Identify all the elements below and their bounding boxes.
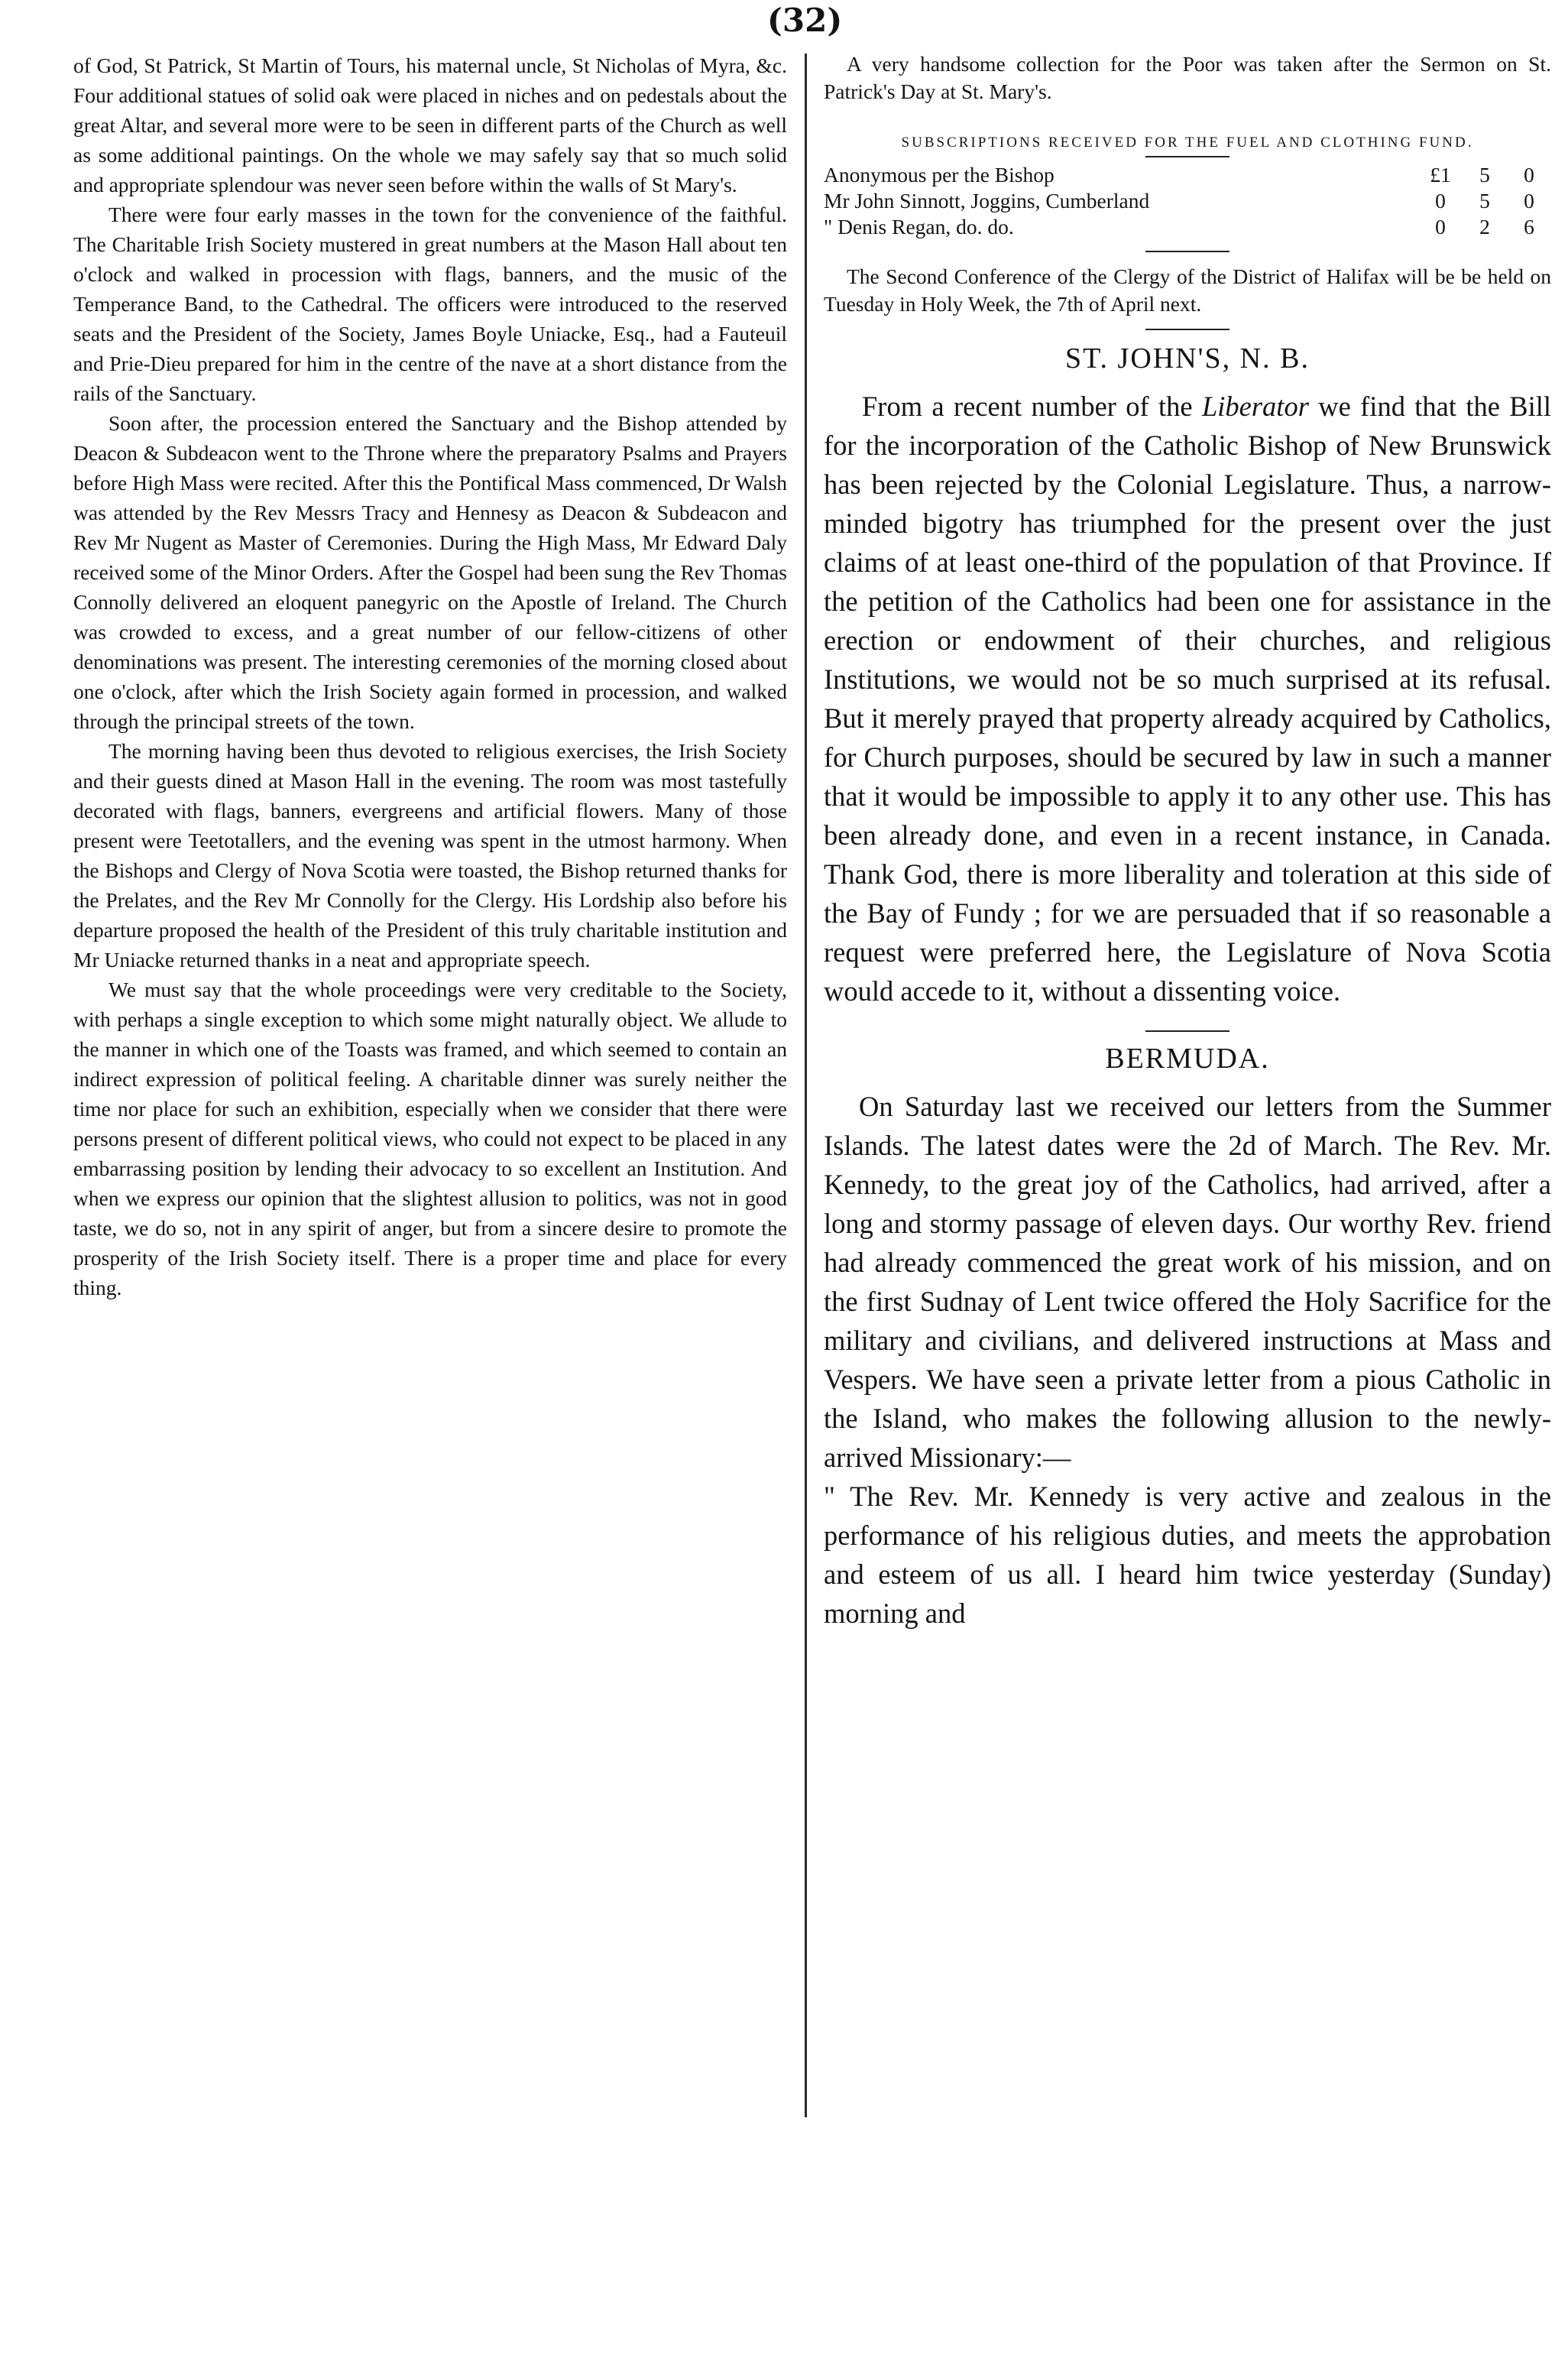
subscriber-name: " Denis Regan, do. do. — [824, 215, 1014, 238]
table-row — [824, 188, 1551, 214]
amount-shillings: 5 — [1479, 163, 1490, 187]
table-row — [824, 162, 1551, 188]
subscriptions-table — [824, 162, 1551, 240]
amount-pence: 0 — [1524, 163, 1534, 187]
st-johns-body: we find that the Bill for the incorporation of the Catholic Bishop of New Brunswick has been rejected by the Colonial Legislature. Thus, a narrow-minded bigotry has triumphed for the present over the just claims of at least one-third of the population of that Province. If the petition of the Catholics had been one for assistance in the erection or endowment of their churches, and religious Institutions, we would not be so much surprised at its refusal. But it merely prayed that property already acquired by Catholics, for Church purposes, should be secured by law in such a manner that it would be impossible to apply it to any other use. This has been already done, and even in a recent instance, in Canada. Thank God, there is more liberality and toleration at this side of the Bay of Fundy ; for we are persuaded that if so reasonable a request were preferred here, the Legislature of Nova Scotia would accede to it, without a dissenting voice. — [824, 391, 1552, 1007]
column-divider — [805, 54, 807, 2117]
amount-pounds: 0 — [1435, 215, 1446, 238]
section-rule — [1145, 156, 1229, 157]
conference-note: The Second Conference of the Clergy of the District of Halifax will be be held on Tuesday in Holy Week, the 7th of April next. — [824, 264, 1551, 316]
bermuda-article: On Saturday last we received our letters from the Summer Islands. The latest dates were the 2d of March. The Rev. Mr. Kennedy, to the great joy of the Catholics, had arrived, after a long and stormy passage of eleven days. Our worthy Rev. friend had already commenced the great work of his mission, and on the first Sudnay of Lent twice offered the Holy Sacrifice for the military and civilians, and delivered instructions at Mass and Vespers. We have seen a private letter from a pious Catholic in the Island, who makes the following allusion to the newly-arrived Missionary:— — [824, 1091, 1551, 1473]
amount-shillings: 2 — [1479, 215, 1490, 238]
amount-pounds: 0 — [1435, 189, 1446, 212]
article-paragraph: The morning having been thus devoted to religious exercises, the Irish Society and their guests dined at Mason Hall in the evening. The room was most tastefully decorated with flags, banners, evergreens and artificial flowers. Many of those present were Teetotallers, and the evening was spent in the utmost harmony. When the Bishops and Clergy of Nova Scotia were toasted, the Bishop returned thanks for the Prelates, and the Rev Mr Connolly for the Clergy. His Lordship also before his departure proposed the health of the President of this truly charitable institution and Mr Uniacke returned thanks in a neat and appropriate speech. — [73, 739, 787, 972]
page-number: (32) — [767, 2, 843, 39]
article-paragraph: of God, St Patrick, St Martin of Tours, his maternal uncle, St Nicholas of Myra, &c. Four additional statues of solid oak were placed in niches and on pedestals about the great Altar, and several more were to be seen in different parts of the Church as well as some additional paintings. On the whole we may safely say that so much solid and appropriate splendour was never seen before within the walls of St Mary's. — [73, 54, 787, 196]
section-rule — [1145, 251, 1229, 252]
subscriber-name: Anonymous per the Bishop — [824, 163, 1055, 187]
subscriber-name: Mr John Sinnott, Joggins, Cumberland — [824, 189, 1150, 212]
subscriptions-heading: SUBSCRIPTIONS RECEIVED FOR THE FUEL AND CLOTHING FUND. — [901, 135, 1474, 151]
article-paragraph: There were four early masses in the town for the convenience of the faithful. The Charitable Irish Society mustered in great numbers at the Mason Hall about ten o'clock and walked in procession with flags, banners, and the music of the Temperance Band, to the Cathedral. The officers were introduced to the reserved seats and the President of the Society, James Boyle Uniacke, Esq., had a Fauteuil and Prie-Dieu prepared for him in the centre of the nave at a short distance from the rails of the Sanctuary. — [73, 203, 787, 405]
section-rule — [1145, 329, 1229, 330]
liberator-title: Liberator — [1201, 391, 1309, 422]
amount-shillings: 5 — [1479, 189, 1490, 212]
bermuda-heading: BERMUDA. — [1105, 1043, 1270, 1075]
bermuda-quote: " The Rev. Mr. Kennedy is very active and zealous in the performance of his religious duties, and meets the approbation and esteem of us all. I heard him twice yesterday (Sunday) morning and — [824, 1481, 1551, 1629]
section-rule — [1145, 1030, 1229, 1032]
amount-pounds: £1 — [1430, 163, 1451, 187]
article-paragraph: We must say that the whole proceedings were very creditable to the Society, with perhaps a single exception to which some might naturally object. We allude to the manner in which one of the Toasts was framed, and which seemed to contain an indirect expression of political feeling. A charitable dinner was surely neither the time nor place for such an exhibition, especially when we consider that there were persons present of different political views, who could not expect to be placed in any embarrassing position by lending their advocacy to so excellent an Institution. And when we express our opinion that the slightest allusion to politics, was not in good taste, we do so, not in any spirit of anger, but from a sincere desire to promote the prosperity of the Irish Society itself. There is a proper time and place for every thing. — [73, 978, 787, 1299]
st-johns-heading: ST. JOHN'S, N. B. — [1065, 342, 1310, 375]
st-johns-article — [824, 387, 1551, 1010]
st-johns-lead: From a recent number of the — [862, 391, 1193, 422]
left-column — [73, 50, 787, 1302]
table-row — [824, 214, 1551, 240]
right-column — [824, 50, 1551, 1633]
amount-pence: 0 — [1524, 189, 1534, 212]
collection-note: A very handsome collection for the Poor was taken after the Sermon on St. Patrick's Day at St. Mary's. — [824, 52, 1551, 103]
article-paragraph: Soon after, the procession entered the Sanctuary and the Bishop attended by Deacon & Subdeacon went to the Throne where the preparatory Psalms and Prayers before High Mass were recited. After this the Pontifical Mass commenced, Dr Walsh was attended by the Rev Messrs Tracy and Hennesy as Deacon & Subdeacon and Rev Mr Nugent as Master of Ceremonies. During the High Mass, Mr Edward Daly received some of the Minor Orders. After the Gospel had been sung the Rev Thomas Connolly delivered an eloquent panegyric on the Apostle of Ireland. The Church was crowded to excess, and a great number of our fellow-citizens of other denominations was present. The interesting ceremonies of the morning closed about one o'clock, after which the Irish Society again formed in procession, and walked through the principal streets of the town. — [73, 411, 787, 733]
amount-pence: 6 — [1524, 215, 1534, 238]
